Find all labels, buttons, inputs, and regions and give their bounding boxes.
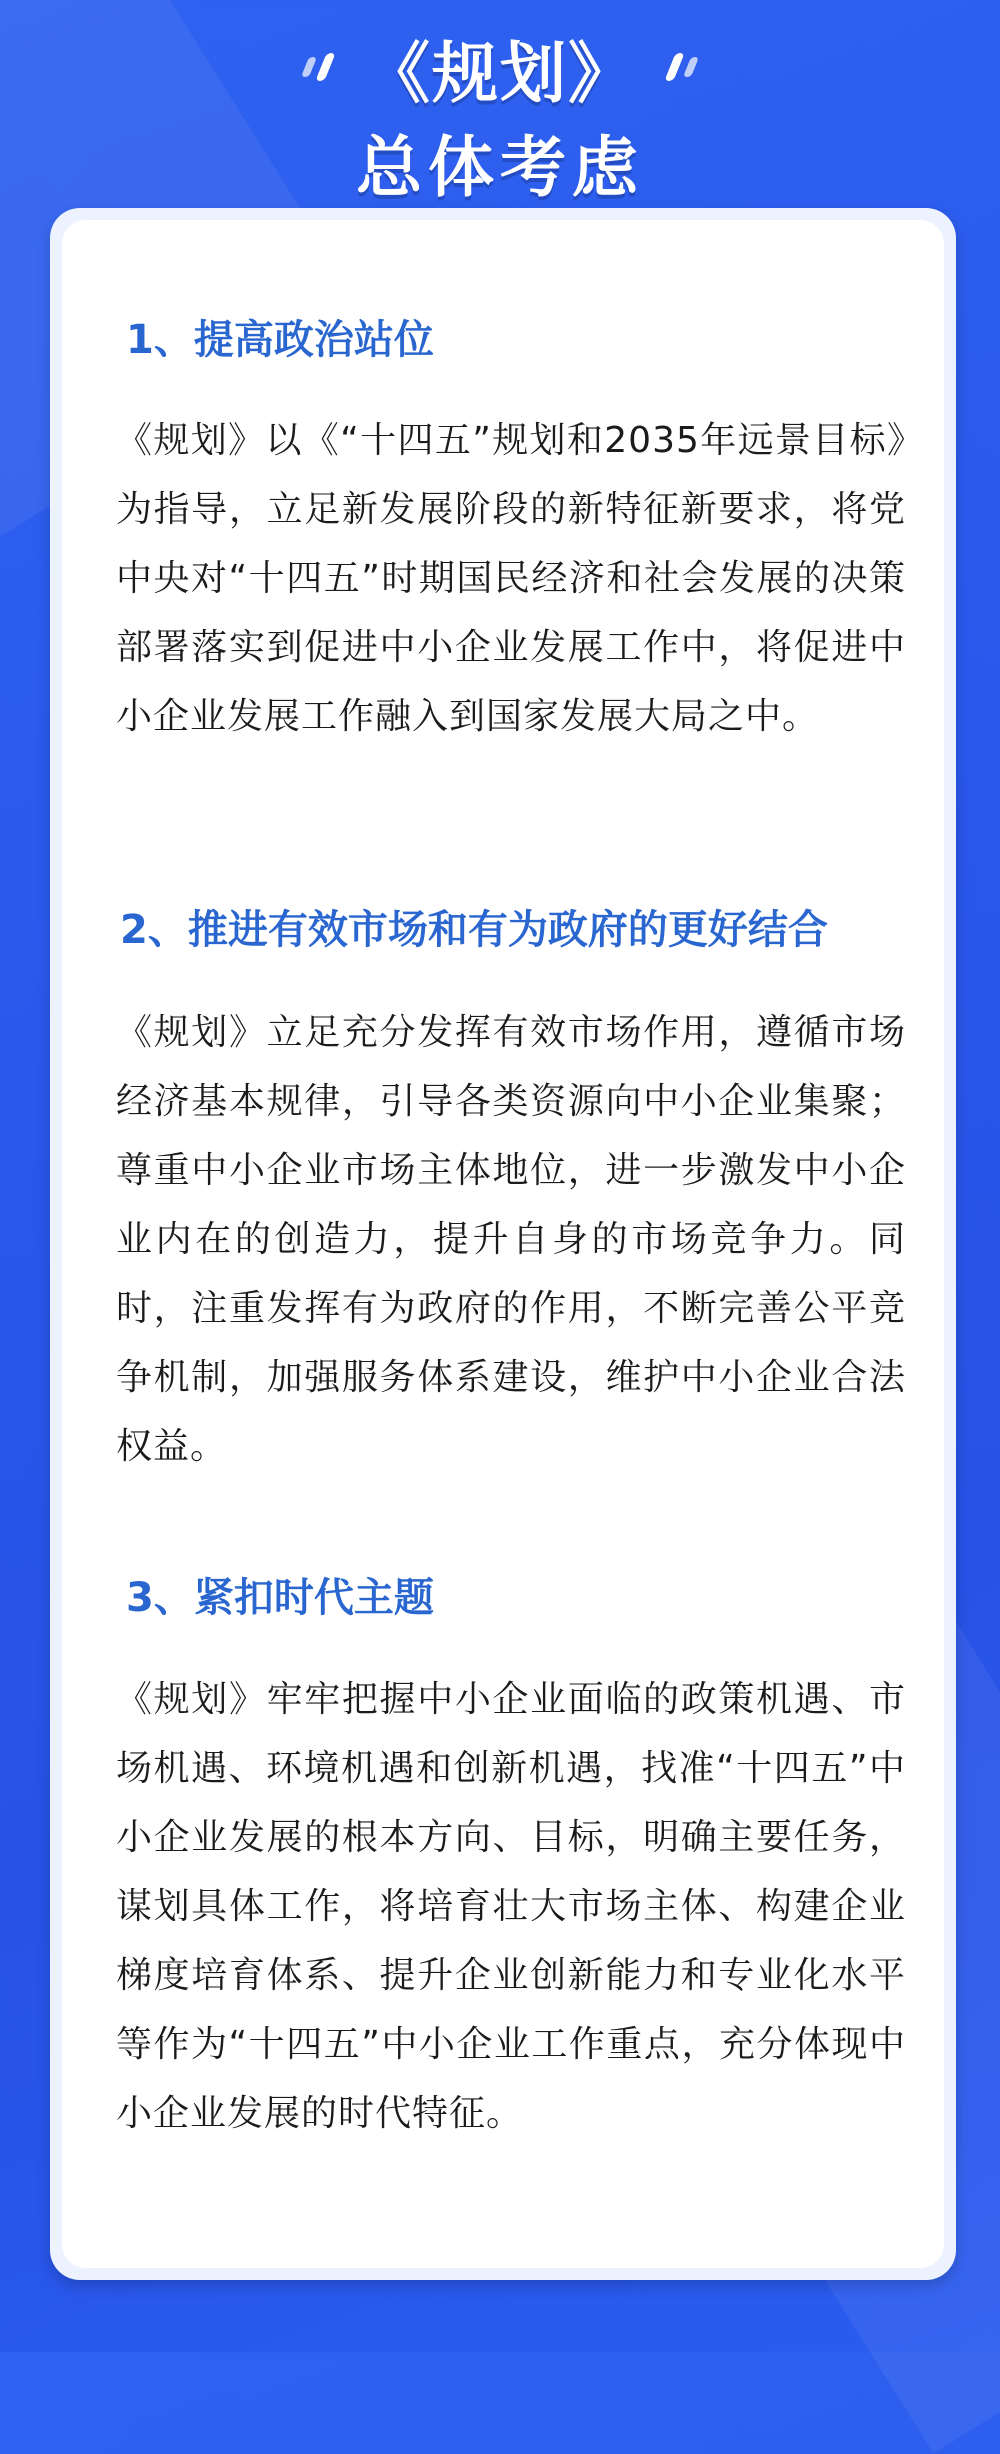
section-heading: 3、紧扣时代主题 [126, 1575, 434, 1621]
page-subtitle: 总体考虑 [356, 129, 644, 206]
content-card-frame [50, 208, 956, 2280]
section-body: 《规划》以《“十四五”规划和2035年远景目标》为指导，立足新发展阶段的新特征新要求，将党中央对“十四五”时期国民经济和社会发展的决策部署落实到促进中小企业发展工作中，将促进中小企业发展工作融入到国家发展大局之中。 [116, 420, 906, 737]
page-header [0, 22, 1000, 209]
left-tick-marks-icon [305, 53, 330, 81]
section-body: 《规划》立足充分发挥有效市场作用，遵循市场经济基本规律，引导各类资源向中小企业集聚；尊重中小企业市场主体地位，进一步激发中小企业内在的创造力，提升自身的市场竞争力。同时，注重发挥有为政府的作用，不断完善公平竞争机制，加强服务体系建设，维护中小企业合法权益。 [116, 1012, 906, 1467]
page-title: 《规划》 [364, 34, 636, 112]
content-card [62, 220, 944, 2268]
section-body: 《规划》牢牢把握中小企业面临的政策机遇、市场机遇、环境机遇和创新机遇，找准“十四五”中小企业发展的根本方向、目标，明确主要任务，谋划具体工作，将培育壮大市场主体、构建企业梯度培育体系、提升企业创新能力和专业化水平等作为“十四五”中小企业工作重点，充分体现中小企业发展的时代特征。 [116, 1679, 906, 2134]
title-row [0, 22, 1000, 112]
section-heading: 1、提高政治站位 [126, 317, 434, 363]
section-heading: 2、推进有效市场和有为政府的更好结合 [120, 907, 828, 953]
right-tick-marks-icon [670, 53, 695, 81]
